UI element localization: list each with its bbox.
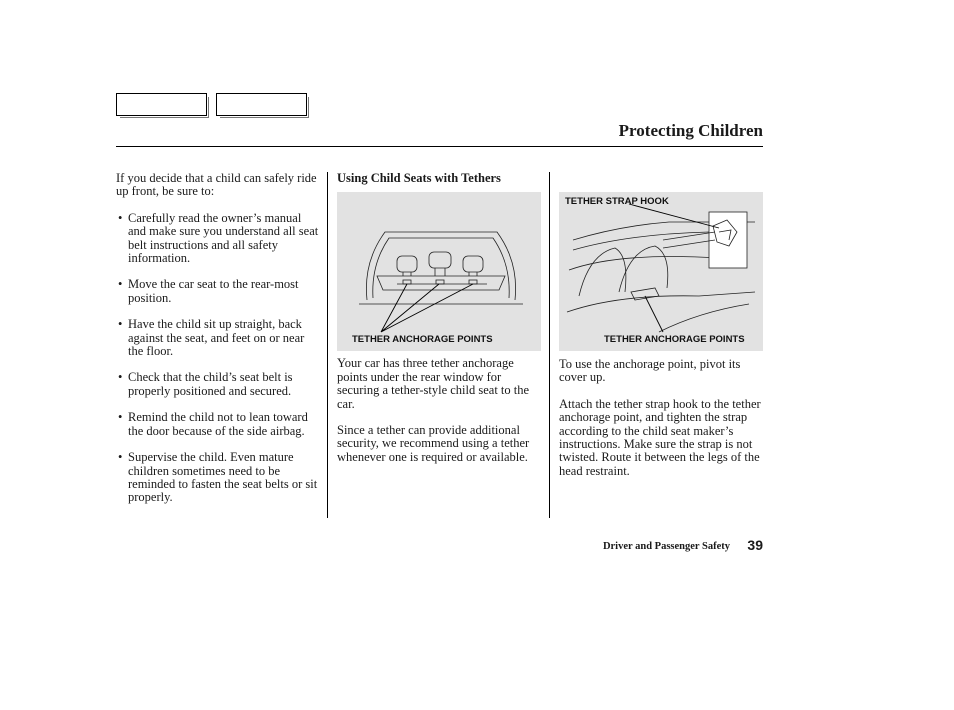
paragraph: Your car has three tether anchorage points under the rear window for securing a tether-style child seat to the car. [337,356,530,411]
column-divider-1 [327,172,328,518]
page-number: 39 [747,537,763,553]
column-divider-2 [549,172,550,518]
intro-text: If you decide that a child can safely ride up front, be sure to: [116,171,317,199]
checklist-item: • Have the child sit up straight, back against the seat, and feet on or near the floor. [116,318,322,358]
figure-label: TETHER ANCHORAGE POINTS [604,334,745,345]
header-rule [116,146,763,147]
rear-window-illustration [337,192,541,351]
figure-label: TETHER ANCHORAGE POINTS [352,334,493,345]
paragraph: Since a tether can provide additional security, we recommend using a tether whenever one is required or available. [337,423,530,464]
checklist-item: • Carefully read the owner’s manual and make sure you understand all seat belt instructions and all safety information. [116,212,322,266]
column-right [559,358,765,478]
safety-checklist [116,212,322,505]
column-left [116,172,322,505]
checklist-item: • Supervise the child. Even mature children sometimes need to be reminded to fasten the seat belts or sit properly. [116,451,322,505]
paragraph: To use the anchorage point, pivot its cover up. [559,357,741,385]
rear-window-drawing [337,192,541,351]
tether-hook-drawing [559,192,763,351]
nav-tab-box-2[interactable] [216,93,307,116]
checklist-item: • Remind the child not to lean toward the door because of the side airbag. [116,411,322,438]
section-heading: Using Child Seats with Tethers [337,171,501,185]
footer-section-title: Driver and Passenger Safety [602,541,730,552]
checklist-item: • Check that the child’s seat belt is properly positioned and secured. [116,371,322,398]
tether-hook-illustration [559,192,763,351]
page-title: Protecting Children [618,121,763,140]
figure-label: TETHER STRAP HOOK [565,196,669,207]
paragraph: Attach the tether strap hook to the tether anchorage point, and tighten the strap according to the child seat maker’s instructions. Make sure the strap is not twisted. Route it between the legs of the head restraint. [559,396,761,478]
checklist-item: • Move the car seat to the rear-most position. [116,278,322,305]
nav-tab-box-1[interactable] [116,93,207,116]
